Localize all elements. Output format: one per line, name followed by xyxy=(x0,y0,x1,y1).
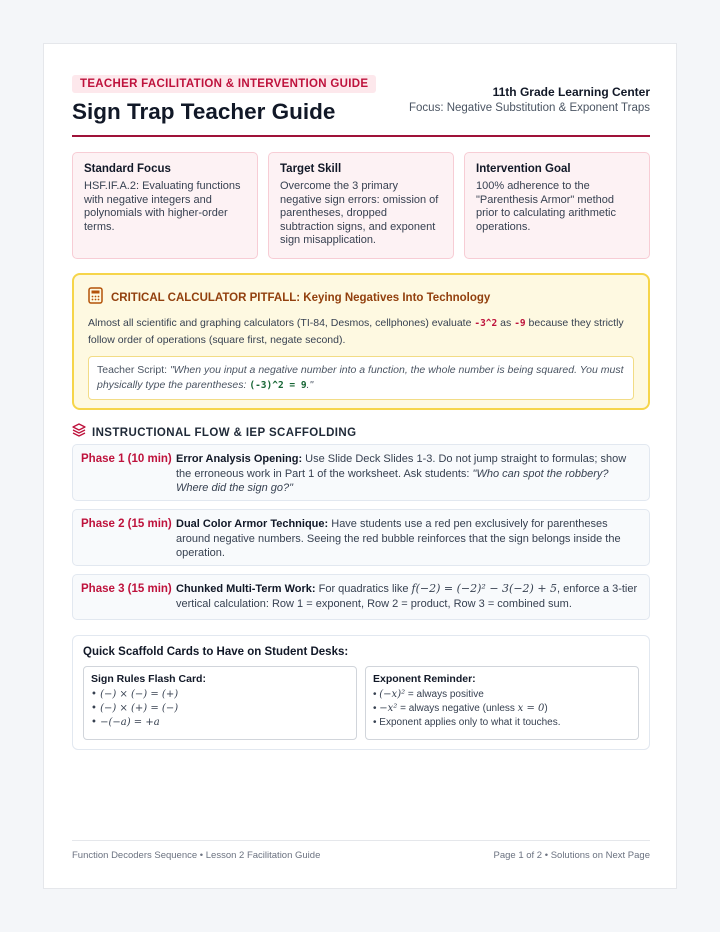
page-title: Sign Trap Teacher Guide xyxy=(72,99,336,124)
card-body: HSF.IF.A.2: Evaluating functions with negative integers and polynomials with higher-order terms. xyxy=(84,180,241,233)
script-label: Teacher Script: xyxy=(97,364,170,376)
script-end: ." xyxy=(306,378,314,391)
card-target-skill xyxy=(268,152,454,259)
phase-body xyxy=(176,452,641,493)
script-quote: "When you input a negative number into a function, the whole number is being squared. You must physically type the parentheses: xyxy=(97,364,624,391)
callout-text-b: as xyxy=(497,317,515,329)
script-code: (-3)^2 = 9 xyxy=(249,379,307,391)
section-title: INSTRUCTIONAL FLOW & IEP SCAFFOLDING xyxy=(92,426,357,439)
exponent-rule: • −x² = always negative (unless x = 0) xyxy=(373,703,548,714)
phase-row-2 xyxy=(72,509,650,566)
phase-text-end: , enforce a 3-tier vertical calculation: Row 1 = exponent, Row 2 = product, Row 3 = combined sum. xyxy=(176,583,638,610)
phase-lead: Error Analysis Opening: xyxy=(176,453,303,465)
card-standard-focus xyxy=(72,152,258,259)
header-meta xyxy=(409,85,650,114)
mini-card-title: Sign Rules Flash Card: xyxy=(91,673,206,685)
rule-text: = always positive xyxy=(405,689,484,700)
phase-label: Phase 1 (10 min) xyxy=(81,453,172,465)
rule-math: −x² xyxy=(379,703,398,714)
footer-right: Page 1 of 2 • Solutions on Next Page xyxy=(493,850,650,861)
page-footer xyxy=(72,840,650,861)
callout-text-a: Almost all scientific and graphing calculators (TI-84, Desmos, cellphones) evaluate xyxy=(88,317,475,329)
calculator-pitfall-callout xyxy=(72,273,650,410)
phase-lead: Chunked Multi-Term Work: xyxy=(176,583,316,595)
phase-label: Phase 2 (15 min) xyxy=(81,518,172,530)
teacher-script xyxy=(88,356,634,400)
callout-text xyxy=(88,315,634,349)
focus-line: Focus: Negative Substitution & Exponent Traps xyxy=(409,102,650,114)
calculator-icon xyxy=(88,287,103,309)
callout-title: CRITICAL CALCULATOR PITFALL: Keying Negatives Into Technology xyxy=(111,292,491,304)
callout-text-c: because they strictly follow order of operations (square first, negate second). xyxy=(88,317,624,346)
phase-row-3 xyxy=(72,574,650,620)
phase-body xyxy=(176,582,641,612)
org-name: 11th Grade Learning Center xyxy=(492,85,650,99)
rule-math: (−x)² xyxy=(379,689,406,700)
eyebrow-badge: TEACHER FACILITATION & INTERVENTION GUIDE xyxy=(72,75,376,93)
phase-quote: "Who can spot the robbery? Where did the sign go?" xyxy=(176,467,609,494)
phase-lead: Dual Color Armor Technique: xyxy=(176,518,329,530)
phase-row-1 xyxy=(72,444,650,501)
phase-text: For quadratics like xyxy=(315,583,412,595)
rule-text-end: ) xyxy=(544,703,548,714)
exponent-rule: • (−x)² = always positive xyxy=(373,689,484,700)
scaffold-title: Quick Scaffold Cards to Have on Student Desks: xyxy=(83,646,349,658)
card-title: Intervention Goal xyxy=(476,163,571,175)
rule-text: = always negative (unless xyxy=(397,703,518,714)
code-snippet: -9 xyxy=(514,318,526,329)
exponent-rule: • Exponent applies only to what it touches. xyxy=(373,717,561,728)
card-title: Target Skill xyxy=(280,163,342,175)
card-intervention-goal xyxy=(464,152,650,259)
phase-body xyxy=(176,517,641,558)
header xyxy=(72,74,650,125)
sign-rule: • −(−a) = +a xyxy=(91,717,160,728)
sign-rule: • (−) × (−) = (+) xyxy=(91,689,179,700)
header-divider xyxy=(72,135,650,137)
summary-cards xyxy=(72,152,650,259)
scaffold-card-row xyxy=(83,666,639,740)
page xyxy=(43,43,677,889)
phase-text: Use Slide Deck Slides 1-3. Do not jump straight to formulas; show the erroneous work in Part 1 of the worksheet. Ask students: xyxy=(176,453,627,480)
callout-header xyxy=(88,287,634,309)
code-snippet: -3^2 xyxy=(474,318,498,329)
scaffold-cards-panel xyxy=(72,635,650,750)
section-heading xyxy=(72,423,356,442)
page-content xyxy=(72,74,650,728)
phase-math: f(−2) = (−2)² − 3(−2) + 5 xyxy=(411,582,558,595)
exponent-reminder-card xyxy=(365,666,639,740)
mini-card-title: Exponent Reminder: xyxy=(373,673,476,685)
card-body: 100% adherence to the "Parenthesis Armor" method prior to calculating arithmetic operations. xyxy=(476,180,617,233)
card-body: Overcome the 3 primary negative sign errors: omission of parentheses, dropped subtraction signs, and exponent sign misapplication. xyxy=(280,180,439,246)
phase-text: Have students use a red pen exclusively for parentheses around negative numbers. Seeing the red bubble reinforces that the sign belongs inside the operation. xyxy=(176,518,621,559)
layers-icon xyxy=(72,423,86,442)
card-title: Standard Focus xyxy=(84,163,171,175)
footer-left: Function Decoders Sequence • Lesson 2 Facilitation Guide xyxy=(72,850,321,861)
phase-label: Phase 3 (15 min) xyxy=(81,583,172,595)
rule-math: x = 0 xyxy=(517,703,545,714)
sign-rules-card xyxy=(83,666,357,740)
sign-rule: • (−) × (+) = (−) xyxy=(91,703,179,714)
